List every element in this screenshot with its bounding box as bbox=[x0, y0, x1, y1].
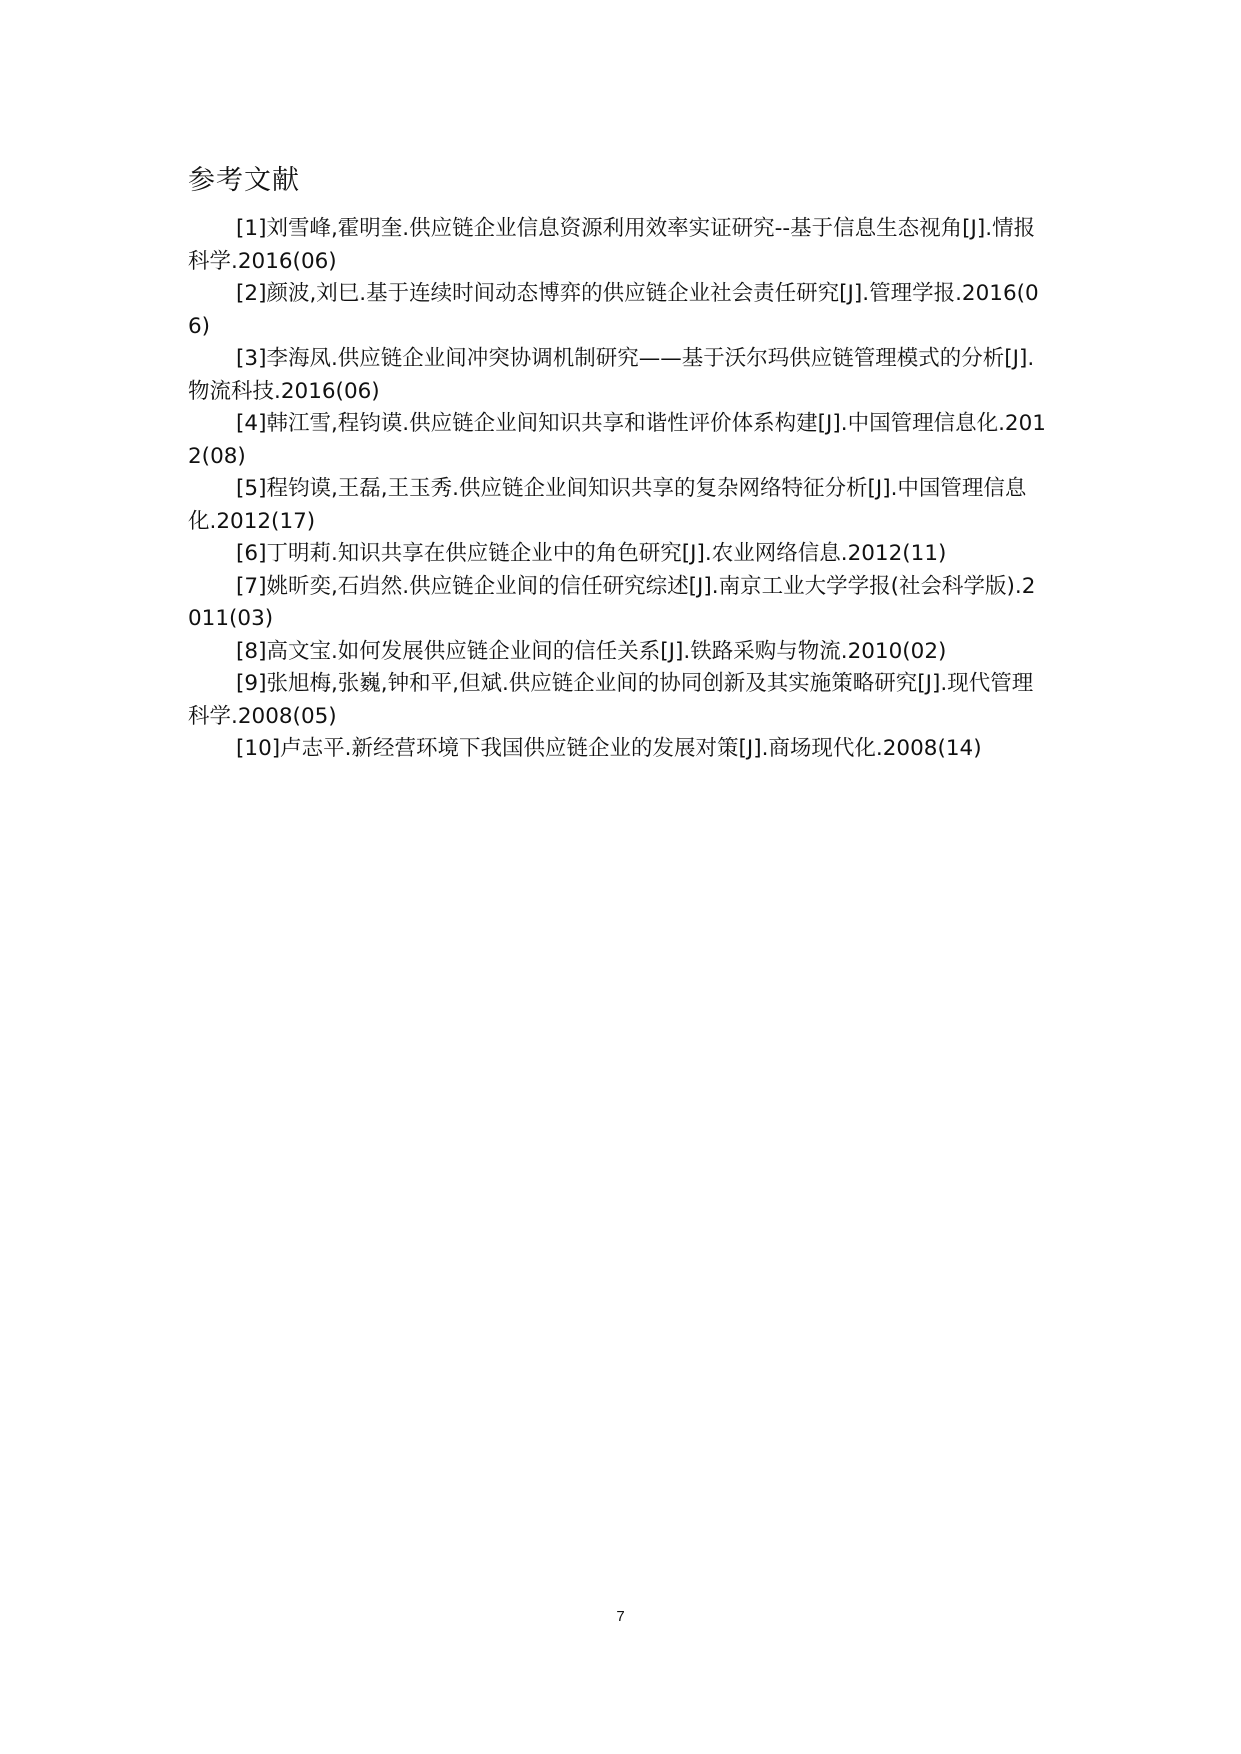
reference-item-6: [6]丁明莉.知识共享在供应链企业中的角色研究[J].农业网络信息.2012(11) bbox=[236, 541, 947, 566]
reference-item-1: [1]刘雪峰,霍明奎.供应链企业信息资源利用效率实证研究--基于信息生态视角[J].情报科学.2016(06) bbox=[188, 216, 1036, 274]
references-heading: 参考文献 bbox=[188, 165, 300, 196]
reference-list bbox=[188, 213, 1048, 766]
reference-item-2: [2]颜波,刘巳.基于连续时间动态博弈的供应链企业社会责任研究[J].管理学报.2016(06) bbox=[188, 281, 1039, 339]
reference-item-4: [4]韩江雪,程钧谟.供应链企业间知识共享和谐性评价体系构建[J].中国管理信息化.2012(08) bbox=[188, 411, 1046, 469]
reference-item-7: [7]姚昕奕,石岿然.供应链企业间的信任研究综述[J].南京工业大学学报(社会科学版).2011(03) bbox=[188, 573, 1036, 631]
reference-item-8: [8]高文宝.如何发展供应链企业间的信任关系[J].铁路采购与物流.2010(02) bbox=[236, 638, 947, 664]
page-number: 7 bbox=[616, 1608, 625, 1625]
reference-item-10: [10]卢志平.新经营环境下我国供应链企业的发展对策[J].商场现代化.2008(14) bbox=[236, 736, 982, 761]
reference-item-3: [3]李海凤.供应链企业间冲突协调机制研究——基于沃尔玛供应链管理模式的分析[J].物流科技.2016(06) bbox=[188, 346, 1035, 404]
reference-item-9: [9]张旭梅,张巍,钟和平,但斌.供应链企业间的协同创新及其实施策略研究[J].现代管理科学.2008(05) bbox=[188, 671, 1034, 729]
reference-item-5: [5]程钧谟,王磊,王玉秀.供应链企业间知识共享的复杂网络特征分析[J].中国管理信息化.2012(17) bbox=[188, 476, 1027, 534]
